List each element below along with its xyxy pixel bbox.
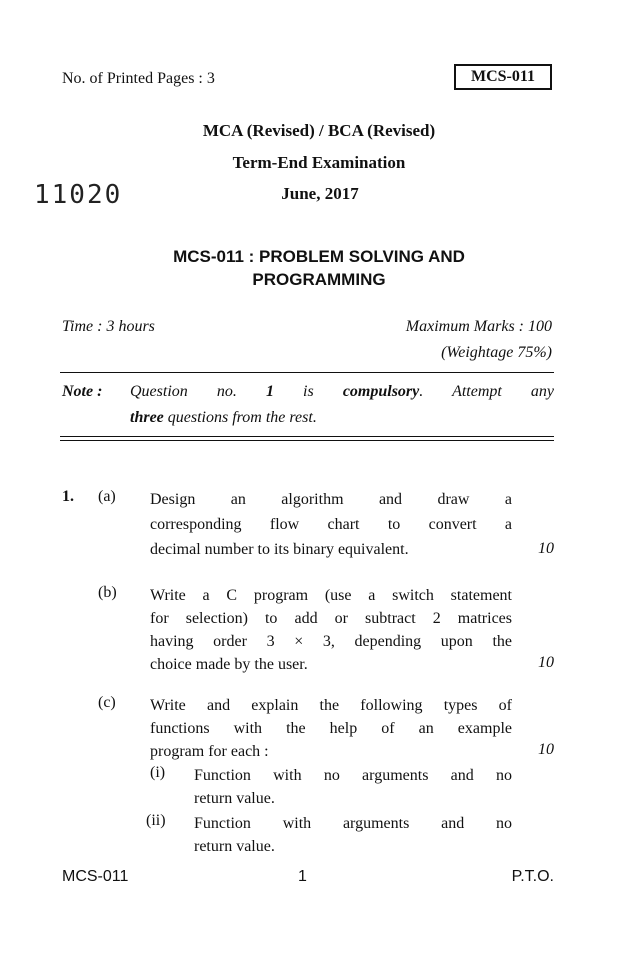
exam-heading: Term-End Examination — [232, 153, 406, 172]
note-three: three — [130, 409, 164, 426]
sub-item-i-line2: return value. — [194, 790, 275, 807]
sub-item-i-line1: Function with no arguments and no — [194, 767, 512, 784]
footer-course-code: MCS-011 — [62, 868, 129, 885]
part-b-line2: for selection) to add or subtract 2 matrices — [150, 610, 512, 627]
note-text: is — [303, 383, 314, 400]
note-compulsory: compulsory — [342, 383, 420, 400]
sub-item-label-i: (i) — [150, 764, 166, 781]
part-c-line2: functions with the help of an example — [150, 720, 512, 737]
series-number: 11020 — [34, 180, 123, 210]
footer-page-number: 1 — [298, 868, 307, 885]
divider-double-1 — [60, 436, 554, 437]
part-b-line4: choice made by the user. — [150, 656, 308, 673]
printed-pages: No. of Printed Pages : 3 — [62, 70, 215, 87]
note-line2 — [130, 409, 317, 427]
paper-title-line2: PROGRAMMING — [252, 270, 386, 289]
part-a-line1: Design an algorithm and draw a — [150, 491, 512, 508]
part-a-line3: decimal number to its binary equivalent. — [150, 541, 409, 558]
part-label-b: (b) — [98, 584, 117, 601]
note-label: Note : — [62, 383, 103, 400]
part-b-line3: having order 3 × 3, depending upon the — [150, 633, 512, 650]
course-code-box: MCS-011 — [454, 64, 552, 90]
sub-item-ii-line1: Function with arguments and no — [194, 815, 512, 832]
note-line1 — [130, 383, 554, 401]
part-label-a: (a) — [98, 488, 116, 505]
divider-top — [60, 372, 554, 373]
part-c-line1: Write and explain the following types of — [150, 697, 512, 714]
question-number: 1. — [62, 488, 74, 505]
part-a-line2: corresponding flow chart to convert a — [150, 516, 512, 533]
programme-heading: MCA (Revised) / BCA (Revised) — [202, 121, 436, 140]
part-b-line1: Write a C program (use a switch statement — [150, 587, 512, 604]
sub-item-label-ii: (ii) — [146, 812, 166, 829]
part-b-marks: 10 — [538, 654, 554, 671]
sub-item-ii-line2: return value. — [194, 838, 275, 855]
part-c-line3: program for each : — [150, 743, 269, 760]
part-c-marks: 10 — [538, 741, 554, 758]
note-text: Question no. — [130, 383, 237, 400]
part-a-marks: 10 — [538, 540, 554, 557]
divider-double-2 — [60, 440, 554, 441]
note-text: . Attempt any — [419, 383, 555, 400]
paper-title-line1: MCS-011 : PROBLEM SOLVING AND — [173, 247, 465, 266]
note-text: questions from the rest. — [167, 409, 317, 426]
footer-pto: P.T.O. — [511, 868, 554, 885]
time-allowed: Time : 3 hours — [62, 318, 155, 335]
maximum-marks: Maximum Marks : 100 — [405, 318, 552, 335]
weightage: (Weightage 75%) — [441, 344, 552, 361]
exam-date: June, 2017 — [281, 184, 359, 203]
note-question-number: 1 — [265, 383, 274, 400]
part-label-c: (c) — [98, 694, 116, 711]
